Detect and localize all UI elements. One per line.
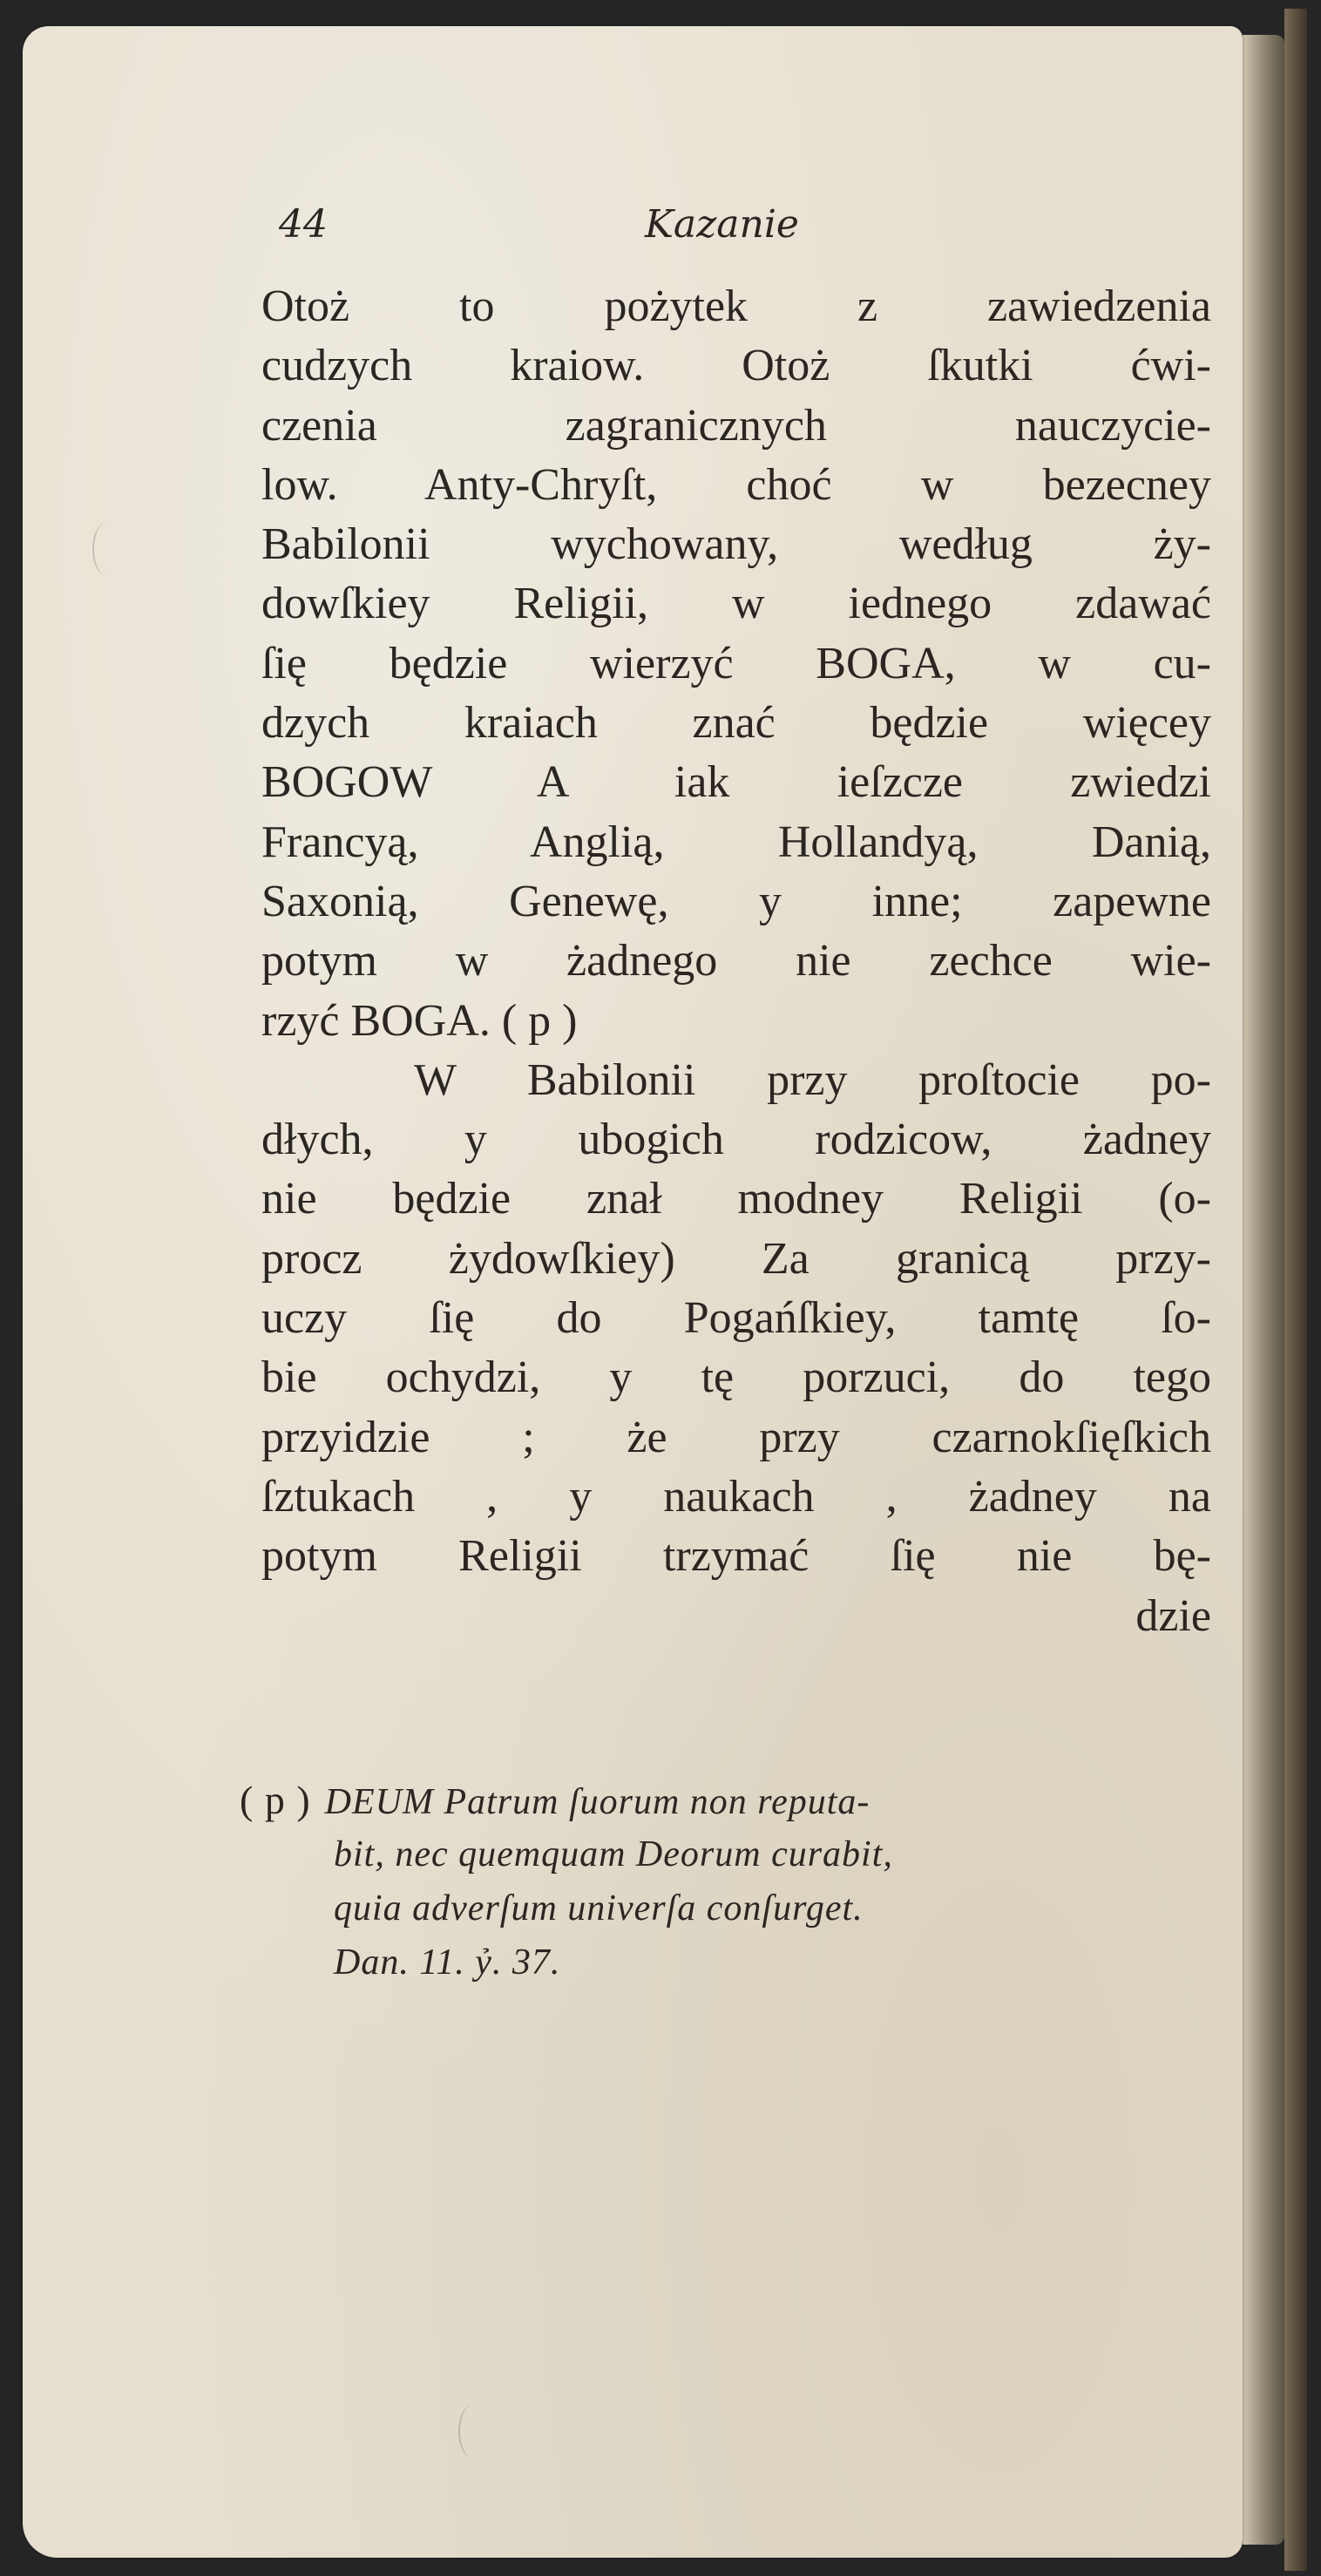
- text-line: Babilonii wychowany, według ży-: [261, 519, 1211, 570]
- paper-mark: [458, 2405, 486, 2457]
- text-line: bie ochydzi, y tę porzuci, do tego: [261, 1352, 1211, 1403]
- paper-mark: [92, 523, 120, 575]
- page-number: 44: [279, 202, 328, 247]
- text-line: dowſkiey Religii, w iednego zdawać: [261, 579, 1211, 629]
- footnote-line: Dan. 11. ỷ. 37.: [334, 1942, 561, 1983]
- text-line: nie będzie znał modney Religii (o-: [261, 1174, 1211, 1224]
- text-line: potym Religii trzymać ſię nie bę-: [261, 1531, 1211, 1582]
- footnote-line: quia adverſum univerſa conſurget.: [334, 1888, 864, 1929]
- text-line: rzyć BOGA. ( p ): [261, 995, 578, 1046]
- text-line: uczy ſię do Pogańſkiey, tamtę ſo-: [261, 1293, 1211, 1344]
- body-text: [261, 277, 1211, 1646]
- footnote-line: bit, nec quemquam Deorum curabit,: [334, 1834, 893, 1874]
- catchword: dzie: [1135, 1590, 1211, 1641]
- text-line: ſię będzie wierzyć BOGA, w cu-: [261, 638, 1211, 688]
- text-line: przyidzie ; że przy czarnokſięſkich: [261, 1412, 1211, 1462]
- text-line: czenia zagranicznych nauczycie-: [261, 400, 1211, 451]
- text-line: BOGOW A iak ieſzcze zwiedzi: [261, 757, 1211, 808]
- text-line: ſztukach , y naukach , żadney na: [261, 1471, 1211, 1522]
- text-line: potym w żadnego nie zechce wie-: [261, 936, 1211, 986]
- book-edge: [1284, 9, 1307, 2571]
- text-line: Francyą, Anglią, Hollandyą, Danią,: [261, 817, 1211, 867]
- text-line-paragraph-start: W Babilonii przy proſtocie po-: [414, 1054, 1211, 1105]
- book-gutter: [1243, 35, 1284, 2545]
- text-line: low. Anty-Chryſt, choć w bezecney: [261, 459, 1211, 510]
- page-header: [279, 202, 1063, 254]
- text-line: cudzych kraiow. Otoż ſkutki ćwi-: [261, 341, 1211, 391]
- footnote: [240, 1773, 1172, 1990]
- footnote-line: [240, 1773, 1172, 1827]
- text-line: dłych, y ubogich rodzicow, żadney: [261, 1115, 1211, 1165]
- footnote-marker: ( p ): [240, 1778, 311, 1822]
- running-head: Kazanie: [645, 202, 799, 247]
- footnote-text: DEUM Patrum ſuorum non reputa-: [324, 1782, 871, 1822]
- text-line: Saxonią, Genewę, y inne; zapewne: [261, 876, 1211, 926]
- text-line: procz żydowſkiey) Za granicą przy-: [261, 1233, 1211, 1284]
- text-line: Otoż to pożytek z zawiedzenia: [261, 281, 1211, 331]
- text-line: dzych kraiach znać będzie więcey: [261, 698, 1211, 749]
